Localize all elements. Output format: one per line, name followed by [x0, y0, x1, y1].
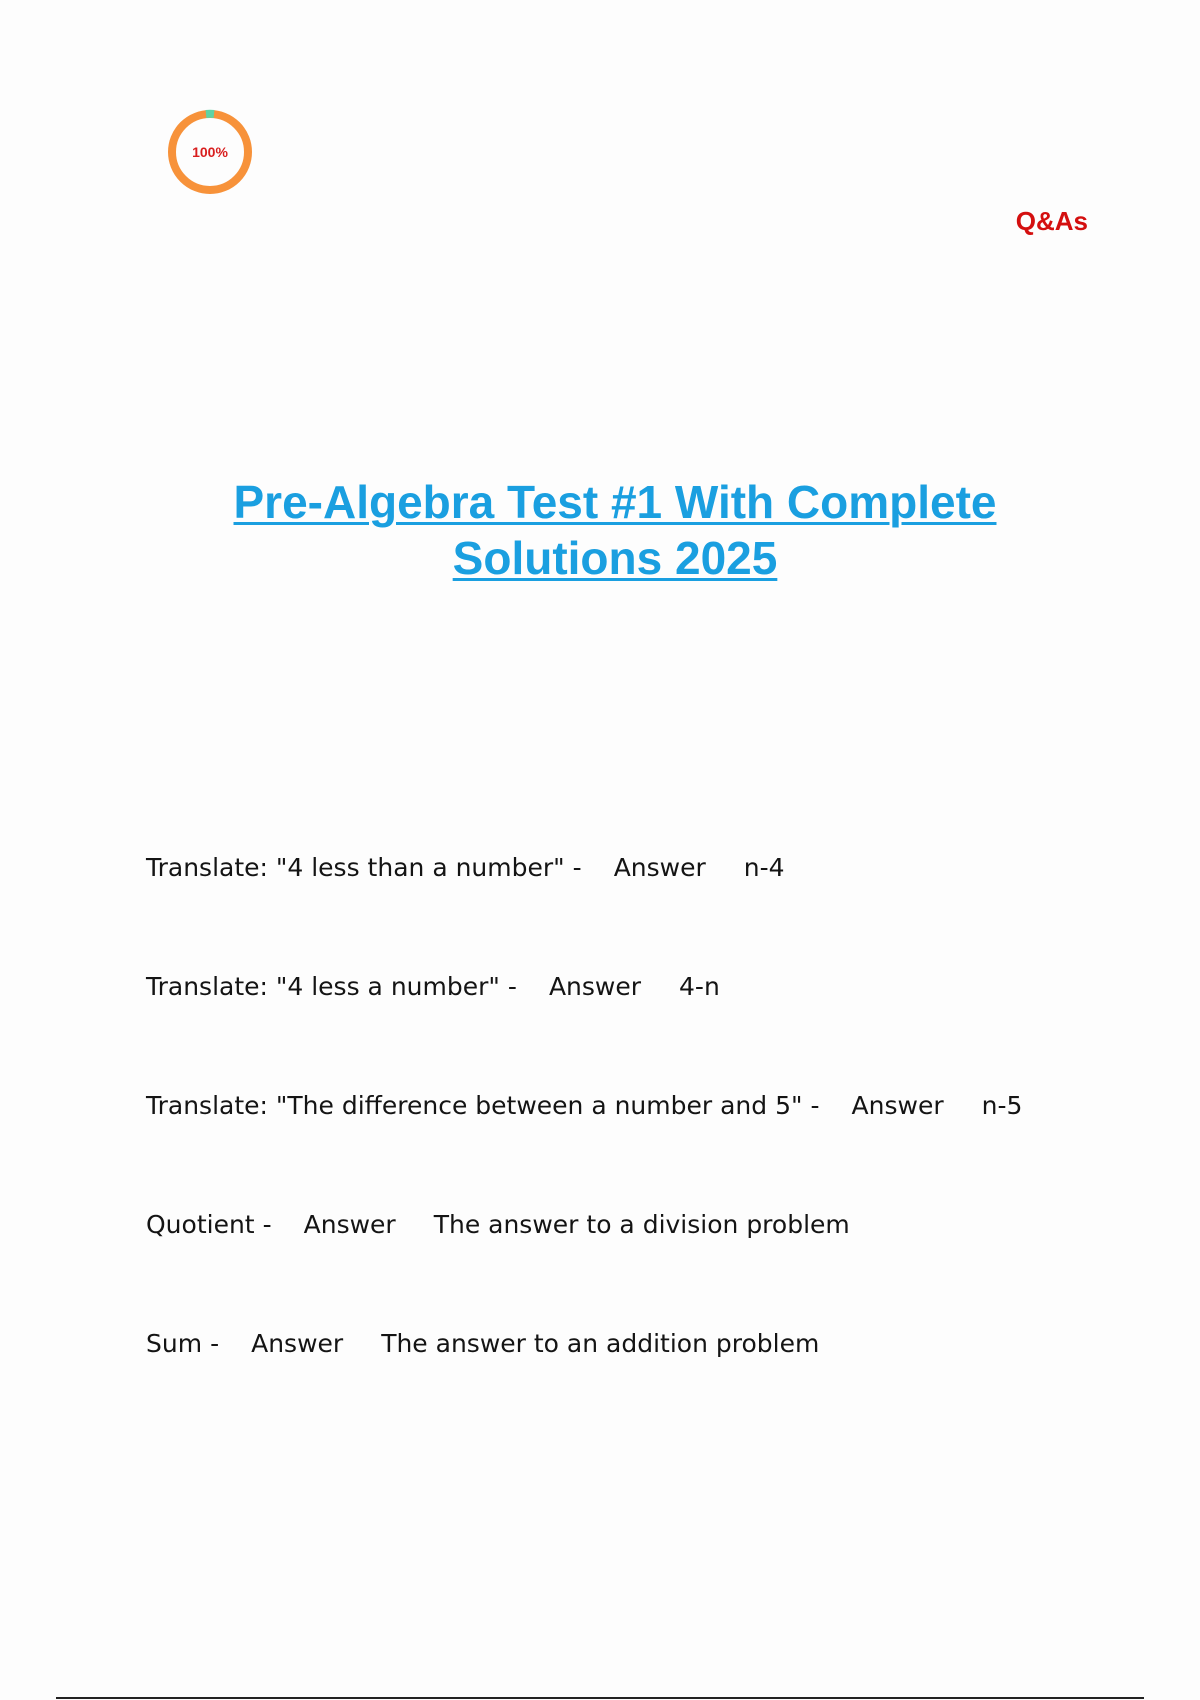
answer-text: The answer to an addition problem: [381, 1329, 820, 1358]
completion-badge: [166, 108, 254, 196]
answer-text: n-5: [981, 1091, 1023, 1120]
question-text: Sum: [146, 1329, 203, 1358]
answer-text: The answer to a division problem: [433, 1210, 850, 1239]
answer-label: Answer: [851, 1091, 944, 1120]
answer-text: n-4: [743, 853, 785, 882]
question-separator: -: [810, 1091, 820, 1120]
question-separator: -: [262, 1210, 272, 1239]
qa-label: Q&As: [1015, 206, 1088, 236]
answer-label: Answer: [613, 853, 706, 882]
qa-item: [146, 852, 1106, 971]
badge-percent-text: 100%: [192, 144, 228, 160]
qa-list: [146, 852, 1106, 1447]
question-separator: -: [507, 972, 517, 1001]
qa-item: [146, 971, 1106, 1090]
answer-label: Answer: [548, 972, 642, 1001]
question-text: Translate: "4 less than a number": [146, 853, 565, 882]
title-line-1: Pre-Algebra Test #1 With Complete: [233, 476, 997, 528]
question-separator: -: [572, 853, 582, 882]
question-separator: -: [210, 1329, 220, 1358]
answer-text: 4-n: [679, 972, 720, 1001]
title-line-2: Solutions 2025: [452, 532, 778, 584]
question-text: Translate: "4 less a number": [146, 972, 500, 1001]
qa-item: [146, 1328, 1106, 1447]
answer-label: Answer: [251, 1329, 344, 1358]
question-text: Translate: "The difference between a number and 5": [146, 1091, 803, 1120]
qa-item: [146, 1209, 1106, 1328]
document-title: [150, 474, 1080, 586]
qa-item: [146, 1090, 1106, 1209]
bottom-divider: [56, 1697, 1144, 1699]
question-text: Quotient: [146, 1210, 255, 1239]
answer-label: Answer: [303, 1210, 396, 1239]
